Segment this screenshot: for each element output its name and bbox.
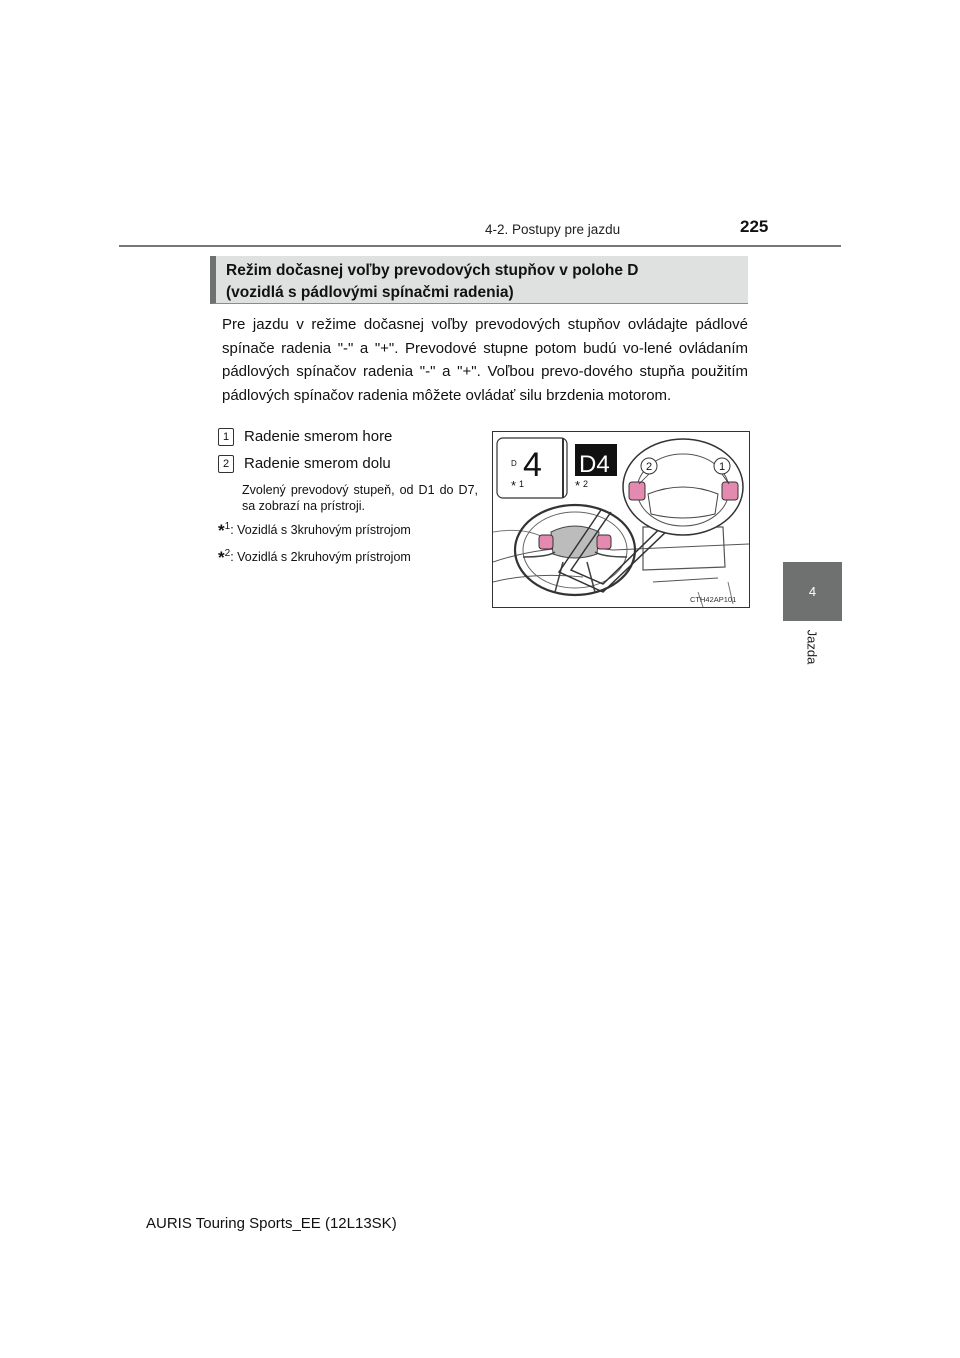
item-number-badge: 2 <box>218 455 234 473</box>
section-heading <box>210 256 748 304</box>
footnote-asterisk: * <box>218 521 225 541</box>
footnote-text: : Vozidlá s 3kruhovým prístrojom <box>230 523 411 538</box>
panel2-sup: 2 <box>583 479 589 489</box>
panel1-sup: 1 <box>519 479 525 489</box>
running-header-section: 4-2. Postupy pre jazdu <box>485 222 621 237</box>
item-text: Radenie smerom dolu <box>244 455 391 472</box>
list-item <box>218 455 391 473</box>
display1-gear-number: 4 <box>523 446 542 484</box>
chapter-label <box>782 622 842 672</box>
panel2-asterisk: * <box>575 478 581 493</box>
callout-1-label: 1 <box>719 461 726 473</box>
panel1-asterisk: * <box>511 478 517 493</box>
display2-gear-label: D4 <box>579 451 610 478</box>
page-number: 225 <box>740 217 769 236</box>
footnote <box>218 548 411 568</box>
footnote-sup: 1 <box>224 521 231 532</box>
item-number-badge: 1 <box>218 428 234 446</box>
footnote-sup: 2 <box>224 548 231 559</box>
footnote-text: : Vozidlá s 2kruhovým prístrojom <box>230 550 411 565</box>
display1-small-label: D <box>511 459 517 468</box>
footnote-asterisk: * <box>218 548 225 568</box>
callout-2-label: 2 <box>646 461 653 473</box>
figure-code: CTH42AP101 <box>690 595 737 604</box>
gear-display-note: Zvolený prevodový stupeň, od D1 do D7, sa zobrazí na prístroji. <box>242 483 478 513</box>
page-footer: AURIS Touring Sports_EE (12L13SK) <box>146 1215 397 1232</box>
chapter-tab: 4 <box>783 562 842 621</box>
footnote <box>218 521 411 541</box>
chapter-label-text: Jazda <box>804 629 820 665</box>
list-item <box>218 428 392 446</box>
section-heading-line1: Režim dočasnej voľby prevodových stupňov v polohe D <box>226 262 639 279</box>
steering-wheel-illustration <box>492 431 750 608</box>
illustration-svg <box>493 432 749 607</box>
section-body: Pre jazdu v režime dočasnej voľby prevodových stupňov ovládajte pádlové spínače radenia "-" a "+". Prevodové stupne potom budú vo-lené ovládaním pádlových spínačov radenia "-" a "+". Voľbou prevo-dového stupňa použitím pádlových spínačov radenia môžete ovládať silu brzdenia motorom. <box>222 316 748 404</box>
section-heading-line2: (vozidlá s pádlovými spínačmi radenia) <box>226 284 514 301</box>
item-text: Radenie smerom hore <box>244 428 393 445</box>
header-rule <box>119 245 841 247</box>
